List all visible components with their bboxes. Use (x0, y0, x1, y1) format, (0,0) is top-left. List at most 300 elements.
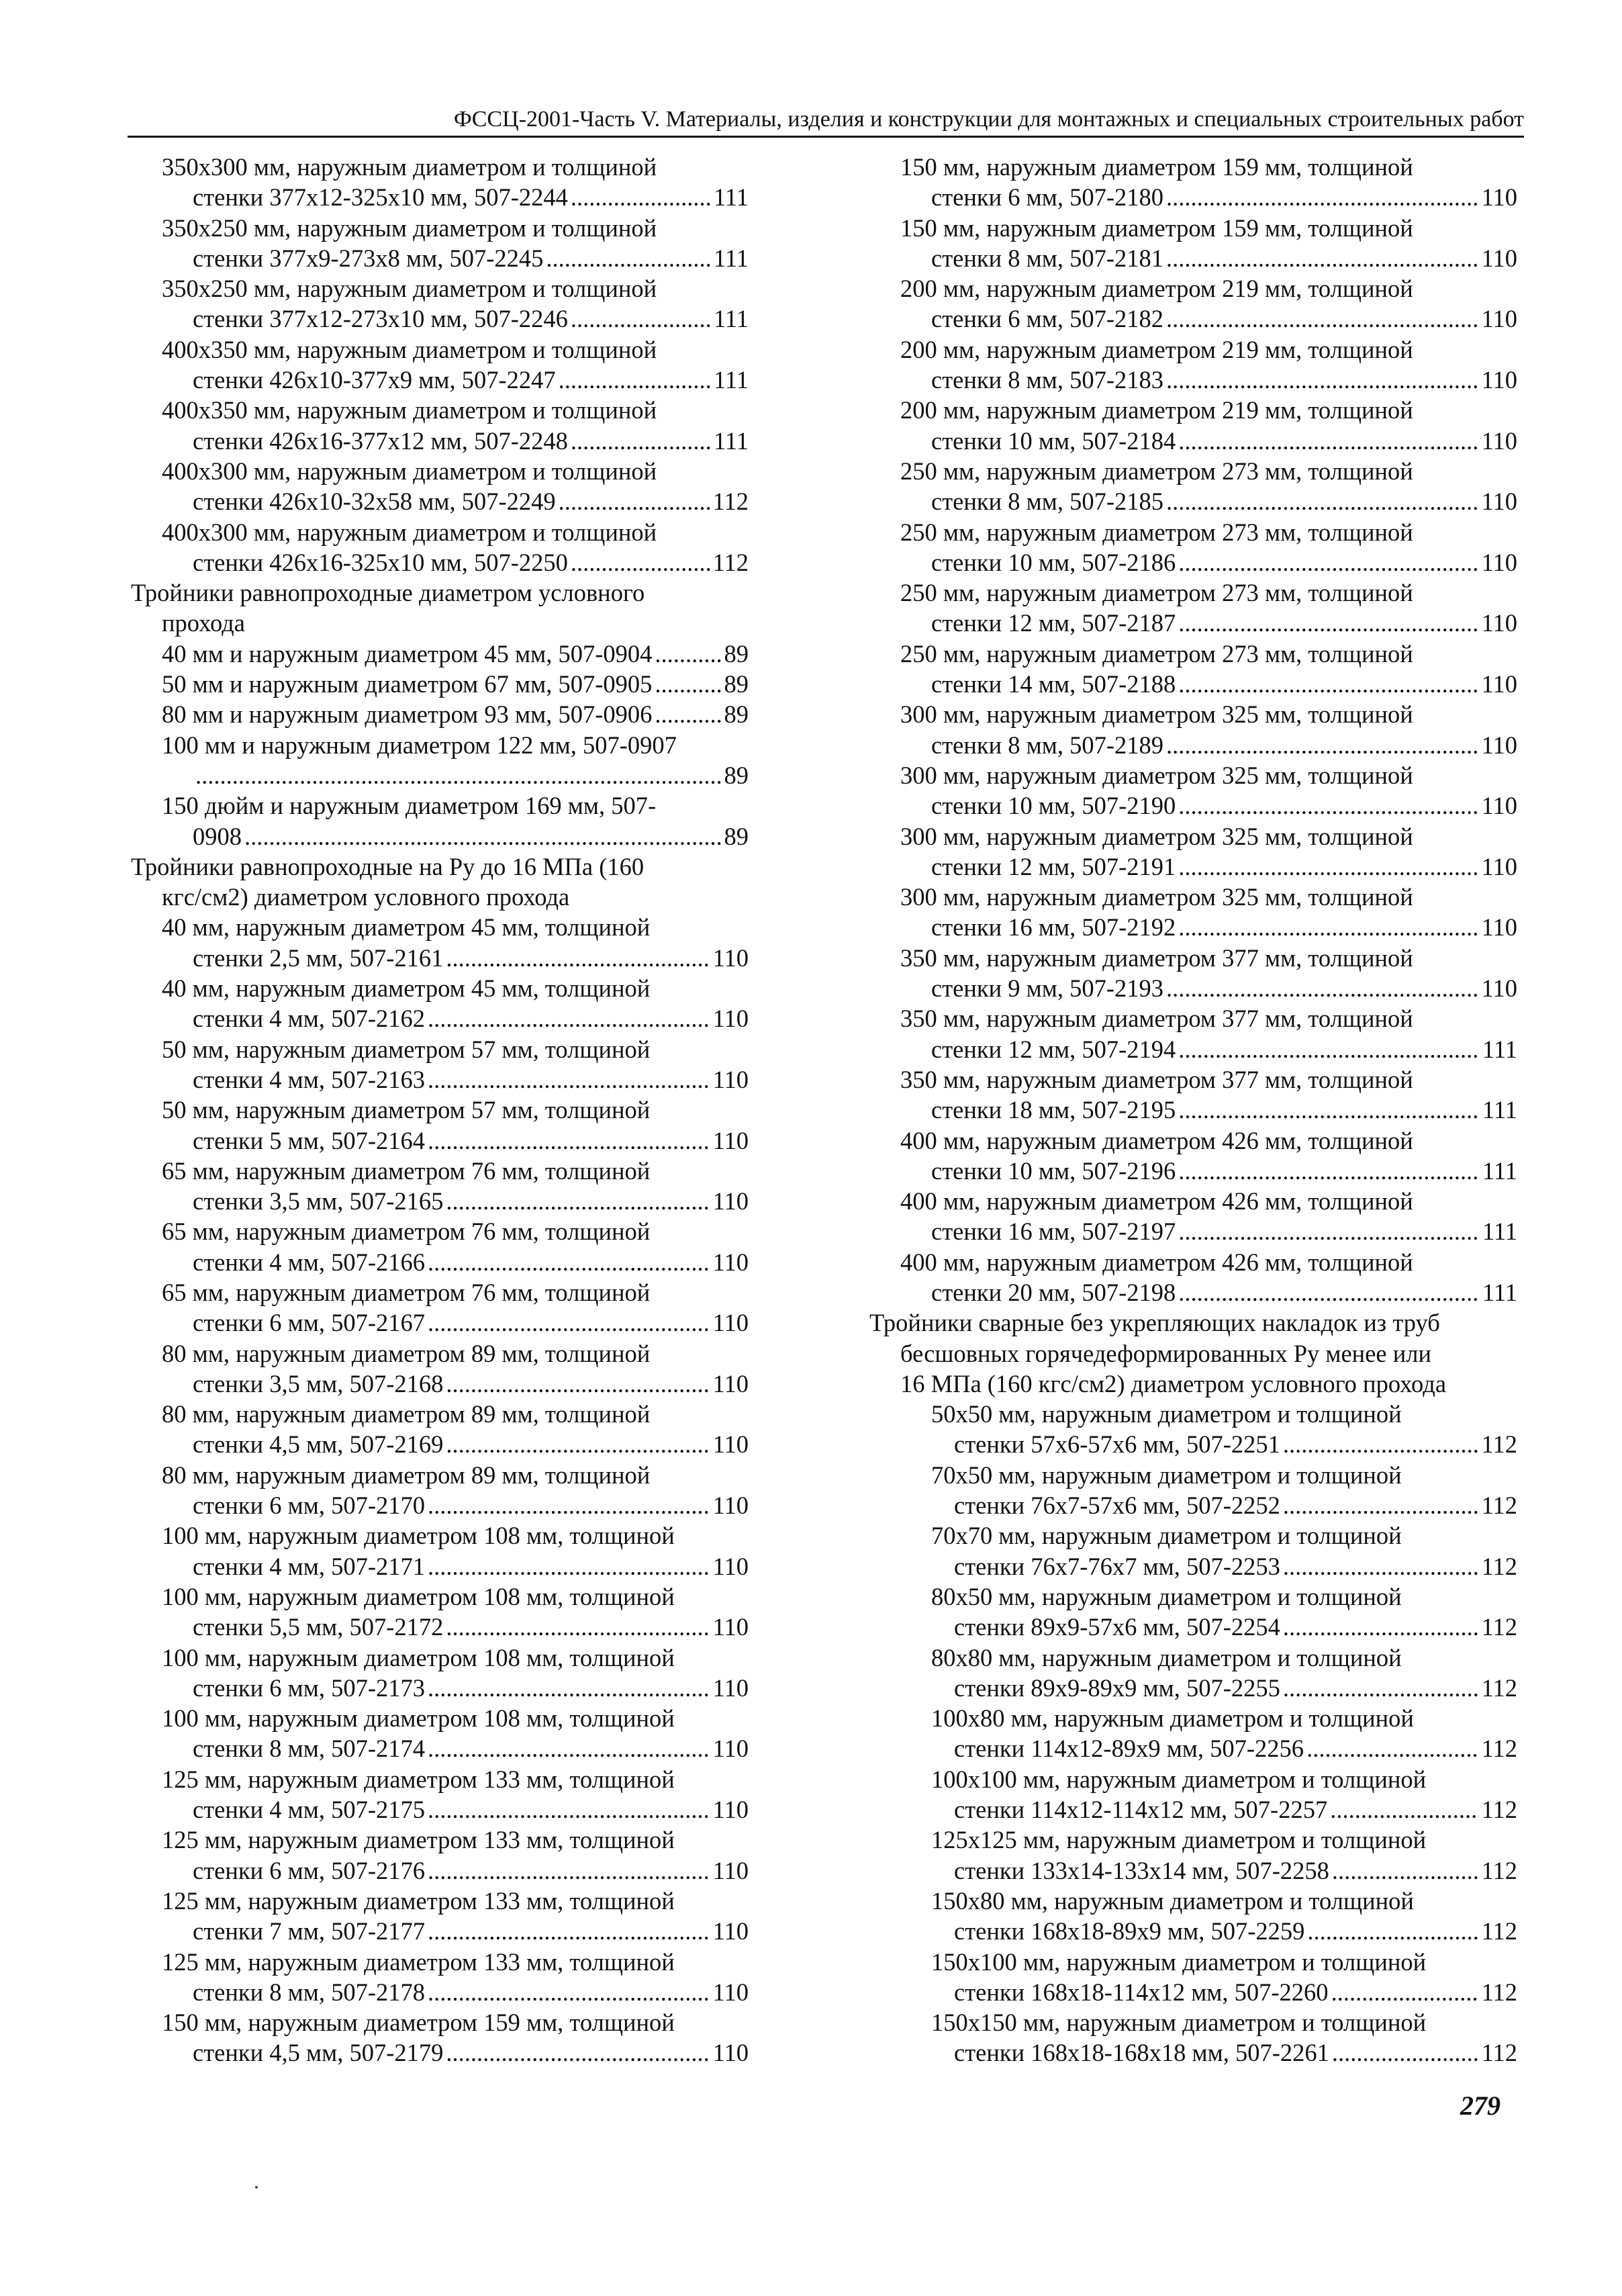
index-page-ref: 111 (1482, 1278, 1517, 1306)
index-entry-line (131, 1581, 749, 1612)
index-page-ref: 110 (1481, 426, 1517, 455)
index-entry-text: стенки 76x7-57x6 мм, 507-2252 (954, 1491, 1280, 1520)
index-entry-line (131, 973, 749, 1003)
index-entry-line (869, 1399, 1517, 1429)
index-entry-line (869, 852, 1517, 882)
index-entry-text: стенки 12 мм, 507-2187 (931, 609, 1176, 637)
index-entry-text: стенки 4,5 мм, 507-2179 (193, 2039, 444, 2067)
dot-leader (1283, 1612, 1479, 1642)
index-page-ref: 112 (1481, 1491, 1517, 1520)
index-entry-line (869, 1126, 1517, 1156)
index-entry-line (869, 1156, 1517, 1186)
index-page-ref: 110 (1481, 974, 1517, 1003)
index-entry-text: стенки 426x16-325x10 мм, 507-2250 (193, 548, 568, 576)
dot-leader (446, 1429, 710, 1459)
index-entry-text: стенки 8 мм, 507-2174 (193, 1735, 426, 1763)
index-entry-line (869, 1673, 1517, 1703)
dot-leader (655, 699, 721, 729)
index-entry-text: 150x150 мм, наружным диаметром и толщиной (931, 2009, 1427, 2037)
index-entry-line (131, 1338, 749, 1369)
index-entry-line (131, 1003, 749, 1034)
index-entry-line (131, 1369, 749, 1399)
index-entry-line (869, 1886, 1517, 1916)
index-entry-line (869, 152, 1517, 182)
index-entry-text: 50 мм, наружным диаметром 57 мм, толщиной (162, 1035, 651, 1063)
index-page-ref: 112 (712, 548, 749, 576)
index-entry-line (869, 2007, 1517, 2037)
index-entry-line (131, 608, 749, 638)
index-entry-line (131, 1277, 749, 1307)
index-entry-text: стенки 5 мм, 507-2164 (193, 1126, 426, 1154)
index-entry-text: 350x300 мм, наружным диаметром и толщиной (162, 153, 657, 181)
dot-leader (1283, 1673, 1479, 1703)
index-entry-line (131, 1673, 749, 1703)
dot-leader (571, 547, 710, 578)
dot-leader (428, 1003, 710, 1034)
dot-leader (1178, 547, 1478, 578)
index-entry-text: 100x100 мм, наружным диаметром и толщиной (931, 1765, 1427, 1793)
index-entry-text: 350 мм, наружным диаметром 377 мм, толщиной (900, 944, 1413, 972)
index-page-ref: 112 (1481, 1978, 1517, 2006)
dot-leader (446, 943, 710, 973)
index-entry-line (869, 1460, 1517, 1490)
index-entry-line (869, 395, 1517, 425)
index-entry-text: 250 мм, наружным диаметром 273 мм, толщиной (900, 639, 1413, 668)
index-entry-text: стенки 8 мм, 507-2183 (931, 366, 1164, 394)
dot-leader (1178, 1277, 1480, 1307)
index-entry-text: стенки 168x18-114x12 мм, 507-2260 (954, 1978, 1329, 2006)
index-entry-line (131, 1399, 749, 1429)
index-page-ref: 112 (1481, 1430, 1517, 1459)
index-entry-line (131, 882, 749, 912)
dot-leader (571, 304, 711, 334)
index-entry-text: 50x50 мм, наружным диаметром и толщиной (931, 1400, 1402, 1428)
index-entry-line (131, 517, 749, 547)
index-page-ref: 112 (1481, 1917, 1517, 1945)
index-entry-line (869, 1825, 1517, 1855)
index-page-ref: 110 (712, 1187, 749, 1215)
index-entry-text: стенки 76x7-76x7 мм, 507-2253 (954, 1552, 1280, 1580)
dot-leader (428, 1551, 710, 1581)
index-page-ref: 110 (712, 1856, 749, 1884)
index-entry-line (869, 517, 1517, 547)
index-page-ref: 110 (712, 944, 749, 972)
index-entry-text: стенки 4 мм, 507-2166 (193, 1248, 426, 1276)
index-entry-line (131, 152, 749, 182)
index-entry-line (131, 1855, 749, 1886)
index-entry-line (869, 365, 1517, 395)
index-page-ref: 112 (1481, 1796, 1517, 1824)
index-page-ref: 112 (1481, 1613, 1517, 1641)
dot-leader (428, 1733, 710, 1763)
index-entry-line (869, 334, 1517, 365)
index-entry-line (869, 182, 1517, 212)
index-entry-line (131, 1429, 749, 1459)
index-entry-text: 100 мм, наружным диаметром 108 мм, толщиной (162, 1704, 675, 1733)
index-entry-text: стенки 4 мм, 507-2162 (193, 1005, 426, 1033)
index-entry-text: 150x100 мм, наружным диаметром и толщиной (931, 1947, 1427, 1976)
index-page-ref: 110 (712, 1552, 749, 1580)
index-entry-line (131, 1947, 749, 1977)
index-page-ref: 110 (712, 1978, 749, 2006)
index-entry-line (131, 1095, 749, 1125)
dot-leader (1283, 1551, 1479, 1581)
index-entry-text: стенки 426x16-377x12 мм, 507-2248 (193, 426, 568, 455)
index-entry-text: 80 мм, наружным диаметром 89 мм, толщиной (162, 1400, 651, 1428)
dot-leader (655, 669, 721, 699)
index-entry-text: стенки 377x12-325x10 мм, 507-2244 (193, 183, 568, 212)
index-entry-line (869, 1307, 1517, 1338)
index-entry-text: 125 мм, наружным диаметром 133 мм, толщиной (162, 1947, 675, 1976)
index-entry-line (131, 2007, 749, 2037)
dot-leader (428, 1064, 710, 1095)
index-page-ref: 110 (712, 1430, 749, 1459)
index-entry-line (869, 304, 1517, 334)
index-page-ref: 111 (713, 305, 749, 333)
index-page-ref: 110 (712, 1917, 749, 1945)
index-entry-line (869, 1916, 1517, 1946)
dot-leader (1166, 182, 1479, 212)
index-entry-text: 250 мм, наружным диаметром 273 мм, толщиной (900, 518, 1413, 546)
index-page-ref: 110 (712, 1491, 749, 1520)
dot-leader (655, 639, 721, 669)
index-entry-line (131, 1186, 749, 1216)
index-entry-line (131, 334, 749, 365)
index-entry-line (869, 973, 1517, 1003)
index-entry-line (869, 1369, 1517, 1399)
index-entry-text: 300 мм, наружным диаметром 325 мм, толщиной (900, 700, 1413, 729)
index-entry-text: стенки 10 мм, 507-2184 (931, 426, 1176, 455)
index-entry-line (131, 182, 749, 212)
index-entry-line (131, 730, 749, 760)
index-page-ref: 111 (1482, 1218, 1517, 1246)
dot-leader (244, 821, 722, 852)
index-entry-text: стенки 6 мм, 507-2180 (931, 183, 1164, 212)
index-entry-text: стенки 10 мм, 507-2196 (931, 1156, 1176, 1185)
index-entry-line (869, 1277, 1517, 1307)
index-entry-line (869, 1003, 1517, 1034)
index-entry-line (131, 273, 749, 304)
dot-leader (1166, 486, 1479, 516)
index-entry-line (869, 1551, 1517, 1581)
index-entry-text: стенки 377x9-273x8 мм, 507-2245 (193, 244, 544, 272)
index-entry-text: 65 мм, наружным диаметром 76 мм, толщиной (162, 1218, 651, 1246)
index-page-ref: 110 (1481, 366, 1517, 394)
index-entry-line (131, 1733, 749, 1763)
index-entry-text: 100 мм, наружным диаметром 108 мм, толщиной (162, 1582, 675, 1610)
index-entry-line (869, 1064, 1517, 1095)
index-entry-line (131, 821, 749, 852)
index-entry-line (131, 304, 749, 334)
index-entry-text: 200 мм, наружным диаметром 219 мм, толщиной (900, 396, 1413, 424)
index-entry-line (131, 699, 749, 729)
dot-leader (1178, 852, 1478, 882)
index-page-ref: 110 (712, 1065, 749, 1093)
index-page-ref: 110 (1481, 609, 1517, 637)
index-entry-text: 70x50 мм, наружным диаметром и толщиной (931, 1461, 1402, 1489)
dot-leader (559, 486, 710, 516)
index-entry-line (131, 852, 749, 882)
index-entry-text: 250 мм, наружным диаметром 273 мм, толщиной (900, 579, 1413, 607)
index-entry-line (131, 486, 749, 516)
index-entry-line (131, 912, 749, 942)
index-page-ref: 110 (1481, 305, 1517, 333)
index-entry-text: стенки 168x18-89x9 мм, 507-2259 (954, 1917, 1305, 1945)
index-page-ref: 110 (1481, 852, 1517, 880)
index-entry-line (869, 1977, 1517, 2007)
index-entry-line (131, 1551, 749, 1581)
dot-leader (428, 1490, 710, 1520)
index-entry-line (131, 426, 749, 456)
index-entry-text: 70x70 мм, наружным диаметром и толщиной (931, 1522, 1402, 1550)
index-entry-line (131, 1764, 749, 1794)
index-entry-line (869, 1764, 1517, 1794)
dot-leader (1178, 1095, 1480, 1125)
dot-leader (428, 1126, 710, 1156)
index-entry-line (131, 1247, 749, 1277)
index-entry-text: стенки 3,5 мм, 507-2168 (193, 1369, 444, 1397)
dot-leader (428, 1977, 710, 2007)
index-column-left (131, 152, 749, 2068)
index-entry-text: прохода (162, 609, 245, 637)
index-entry-text: 400x300 мм, наружным диаметром и толщиной (162, 457, 657, 485)
index-entry-text: стенки 8 мм, 507-2181 (931, 244, 1164, 272)
index-entry-text: стенки 8 мм, 507-2185 (931, 488, 1164, 516)
index-entry-text: стенки 10 мм, 507-2190 (931, 792, 1176, 820)
dot-leader (559, 365, 711, 395)
index-page-ref: 110 (712, 1309, 749, 1337)
index-entry-line (131, 1643, 749, 1673)
dot-leader (1178, 1034, 1480, 1064)
index-entry-line (131, 1703, 749, 1733)
index-entry-line (131, 243, 749, 273)
index-page-ref: 110 (712, 1796, 749, 1824)
index-page-ref: 112 (1481, 1552, 1517, 1580)
dot-leader (1307, 1916, 1478, 1946)
index-page-ref: 112 (1481, 1856, 1517, 1884)
dot-leader (428, 1673, 710, 1703)
index-entry-text: стенки 4 мм, 507-2171 (193, 1552, 426, 1580)
index-entry-text: 125 мм, наружным диаметром 133 мм, толщиной (162, 1886, 675, 1915)
index-entry-line (869, 1612, 1517, 1642)
dot-leader (428, 1916, 710, 1946)
index-entry-text: стенки 426x10-32x58 мм, 507-2249 (193, 488, 556, 516)
index-entry-line (869, 790, 1517, 821)
index-entry-line (869, 1429, 1517, 1459)
dot-leader (546, 243, 711, 273)
dot-leader (1166, 304, 1479, 334)
index-entry-line (869, 578, 1517, 608)
index-entry-text: стенки 6 мм, 507-2176 (193, 1856, 426, 1884)
index-page-ref: 89 (724, 822, 749, 850)
index-entry-line (131, 2037, 749, 2068)
index-entry-line (869, 608, 1517, 638)
index-entry-text: 80 мм и наружным диаметром 93 мм, 507-0906 (162, 700, 653, 729)
index-entry-line (869, 821, 1517, 852)
index-entry-line (869, 882, 1517, 912)
index-entry-line (869, 547, 1517, 578)
index-entry-text: 0908 (193, 822, 242, 850)
index-entry-text: 150 мм, наружным диаметром 159 мм, толщиной (900, 214, 1413, 242)
index-entry-line (131, 1307, 749, 1338)
index-entry-text: стенки 89x9-89x9 мм, 507-2255 (954, 1673, 1280, 1702)
index-entry-line (869, 1581, 1517, 1612)
index-entry-text: 80 мм, наружным диаметром 89 мм, толщиной (162, 1339, 651, 1367)
index-page-ref: 110 (1481, 731, 1517, 759)
dot-leader (1178, 790, 1478, 821)
index-column-right (869, 152, 1517, 2068)
index-entry-text: стенки 114x12-114x12 мм, 507-2257 (954, 1796, 1328, 1824)
dot-leader (446, 1186, 710, 1216)
index-entry-line (869, 243, 1517, 273)
index-entry-line (131, 456, 749, 486)
dot-leader (1331, 1977, 1479, 2007)
dot-leader (1166, 730, 1479, 760)
index-page-ref: 110 (712, 2039, 749, 2067)
index-entry-text: 400 мм, наружным диаметром 426 мм, толщиной (900, 1187, 1413, 1215)
index-entry-line (131, 1460, 749, 1490)
index-entry-text: 16 МПа (160 кгс/см2) диаметром условного прохода (900, 1369, 1447, 1397)
index-entry-text: кгс/см2) диаметром условного прохода (162, 883, 570, 911)
index-entry-text: 50 мм, наружным диаметром 57 мм, толщиной (162, 1096, 651, 1124)
dot-leader (1283, 1429, 1479, 1459)
dot-leader (1330, 1794, 1478, 1825)
index-page-ref: 111 (1482, 1156, 1517, 1185)
dot-leader (446, 2037, 710, 2068)
index-entry-line (131, 1794, 749, 1825)
index-entry-line (131, 1490, 749, 1520)
index-entry-text: стенки 5,5 мм, 507-2172 (193, 1613, 444, 1641)
index-entry-line (869, 1733, 1517, 1763)
index-entry-line (131, 760, 749, 790)
index-entry-text: стенки 8 мм, 507-2189 (931, 731, 1164, 759)
dot-leader (1178, 426, 1478, 456)
index-page-ref: 89 (724, 761, 749, 789)
index-entry-text: стенки 4 мм, 507-2175 (193, 1796, 426, 1824)
index-entry-text: Тройники сварные без укрепляющих накладок из труб (869, 1309, 1440, 1337)
index-entry-text: 350 мм, наружным диаметром 377 мм, толщиной (900, 1065, 1413, 1093)
index-entry-text: 40 мм, наружным диаметром 45 мм, толщиной (162, 913, 651, 942)
index-page-ref: 112 (712, 488, 749, 516)
index-page-ref: 110 (1481, 244, 1517, 272)
index-page-ref: 110 (712, 1369, 749, 1397)
index-entry-line (131, 639, 749, 669)
index-entry-text: 150 мм, наружным диаметром 159 мм, толщиной (162, 2009, 675, 2037)
index-entry-line (869, 912, 1517, 942)
dot-leader (1178, 669, 1478, 699)
index-entry-line (869, 1643, 1517, 1673)
index-entry-line (131, 790, 749, 821)
dot-leader (1306, 1733, 1479, 1763)
index-entry-line (869, 699, 1517, 729)
index-entry-line (131, 1916, 749, 1946)
scan-speck (255, 2186, 258, 2189)
index-entry-line (131, 578, 749, 608)
index-page-ref: 110 (712, 1673, 749, 1702)
index-entry-text: 65 мм, наружным диаметром 76 мм, толщиной (162, 1278, 651, 1306)
index-entry-text: 50 мм и наружным диаметром 67 мм, 507-0905 (162, 670, 653, 698)
index-entry-text: стенки 18 мм, 507-2195 (931, 1096, 1176, 1124)
index-page-ref: 110 (1481, 913, 1517, 942)
index-entry-line (131, 1034, 749, 1064)
index-entry-line (131, 1520, 749, 1551)
index-page-ref: 110 (1481, 792, 1517, 820)
index-entry-text: 125x125 мм, наружным диаметром и толщиной (931, 1826, 1427, 1854)
index-entry-line (869, 1794, 1517, 1825)
index-entry-line (869, 1247, 1517, 1277)
index-entry-line (869, 1338, 1517, 1369)
dot-leader (195, 760, 722, 790)
index-page-ref: 110 (712, 1735, 749, 1763)
index-entry-line (131, 943, 749, 973)
index-entry-line (131, 365, 749, 395)
index-entry-text: стенки 8 мм, 507-2178 (193, 1978, 426, 2006)
index-entry-text: стенки 89x9-57x6 мм, 507-2254 (954, 1613, 1280, 1641)
index-entry-text: 300 мм, наружным диаметром 325 мм, толщиной (900, 883, 1413, 911)
index-page-ref: 110 (1481, 183, 1517, 212)
index-page-ref: 89 (724, 639, 749, 668)
dot-leader (1178, 1216, 1480, 1246)
index-entry-text: бесшовных горячедеформированных Ру менее или (900, 1339, 1432, 1367)
index-entry-line (131, 213, 749, 243)
index-entry-text: 250 мм, наружным диаметром 273 мм, толщиной (900, 457, 1413, 485)
index-entry-text: стенки 2,5 мм, 507-2161 (193, 944, 444, 972)
index-entry-text: Тройники равнопроходные на Ру до 16 МПа (160 (131, 852, 645, 880)
index-entry-text: стенки 377x12-273x10 мм, 507-2246 (193, 305, 568, 333)
index-entry-text: 100x80 мм, наружным диаметром и толщиной (931, 1704, 1414, 1733)
index-page-ref: 111 (713, 244, 749, 272)
dot-leader (1178, 1156, 1480, 1186)
dot-leader (1166, 243, 1479, 273)
index-page-ref: 111 (713, 426, 749, 455)
index-entry-text: 350x250 мм, наружным диаметром и толщиной (162, 275, 657, 303)
index-entry-text: стенки 6 мм, 507-2170 (193, 1491, 426, 1520)
index-entry-text: 125 мм, наружным диаметром 133 мм, толщиной (162, 1826, 675, 1854)
index-entry-line (869, 1947, 1517, 1977)
index-entry-line (869, 456, 1517, 486)
index-entry-line (869, 730, 1517, 760)
index-entry-text: 400x350 мм, наружным диаметром и толщиной (162, 335, 657, 363)
index-entry-line (869, 426, 1517, 456)
index-entry-line (131, 1977, 749, 2007)
index-entry-text: стенки 426x10-377x9 мм, 507-2247 (193, 366, 556, 394)
index-entry-text: 65 мм, наружным диаметром 76 мм, толщиной (162, 1156, 651, 1185)
dot-leader (446, 1612, 710, 1642)
index-entry-line (131, 1156, 749, 1186)
index-entry-text: стенки 6 мм, 507-2182 (931, 305, 1164, 333)
index-entry-line (131, 1612, 749, 1642)
index-page-ref: 110 (1481, 548, 1517, 576)
index-entry-line (869, 760, 1517, 790)
index-page-ref: 110 (1481, 488, 1517, 516)
index-entry-text: стенки 12 мм, 507-2191 (931, 852, 1176, 880)
index-entry-text: 40 мм, наружным диаметром 45 мм, толщиной (162, 974, 651, 1003)
index-entry-line (869, 486, 1517, 516)
index-page-ref: 111 (1482, 1035, 1517, 1063)
index-entry-text: 400x350 мм, наружным диаметром и толщиной (162, 396, 657, 424)
index-page-ref: 111 (1482, 1096, 1517, 1124)
index-page-ref: 89 (724, 670, 749, 698)
dot-leader (1283, 1490, 1479, 1520)
index-entry-line (869, 639, 1517, 669)
index-entry-text: 80 мм, наружным диаметром 89 мм, толщиной (162, 1461, 651, 1489)
index-entry-line (869, 1095, 1517, 1125)
index-page-ref: 112 (1481, 2039, 1517, 2067)
index-entry-text: стенки 12 мм, 507-2194 (931, 1035, 1176, 1063)
index-entry-line (131, 395, 749, 425)
index-entry-line (869, 943, 1517, 973)
index-entry-text: стенки 133x14-133x14 мм, 507-2258 (954, 1856, 1329, 1884)
